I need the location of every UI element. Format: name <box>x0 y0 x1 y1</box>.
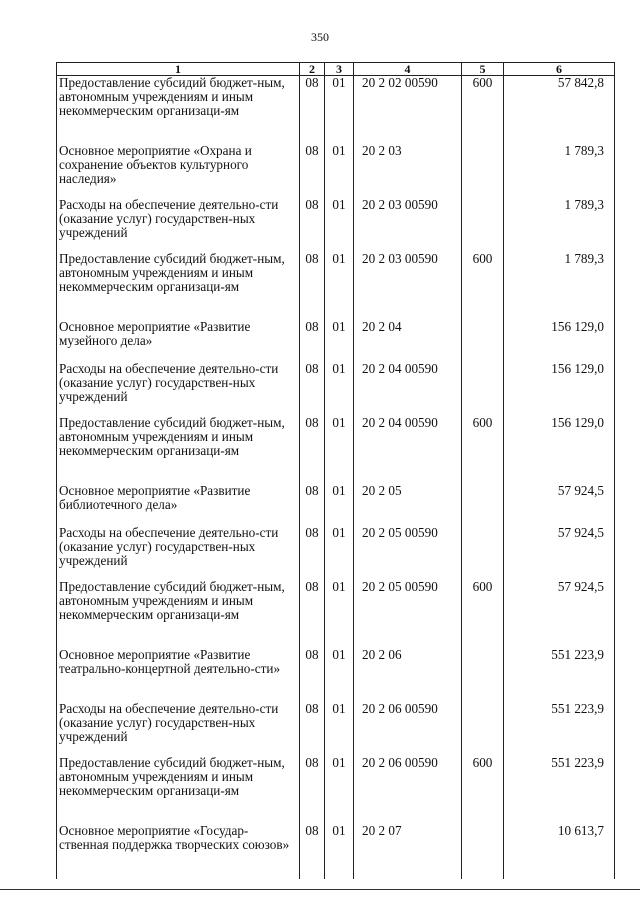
row-col-4: 20 2 04 00590 <box>354 414 462 482</box>
row-col-6: 1 789,3 <box>504 196 615 250</box>
table-row <box>57 250 615 318</box>
table-row <box>57 196 615 250</box>
row-col-3: 01 <box>325 142 354 196</box>
row-col-2: 08 <box>300 754 325 822</box>
table-body <box>57 76 615 880</box>
row-col-3: 01 <box>325 414 354 482</box>
row-col-5 <box>462 318 504 360</box>
row-col-2: 08 <box>300 360 325 414</box>
table-row <box>57 414 615 482</box>
row-col-6: 551 223,9 <box>504 646 615 700</box>
budget-table <box>56 62 615 879</box>
row-name: Расходы на обеспечение деятельно-сти (оказание услуг) государствен-ных учреждений <box>57 360 300 414</box>
row-col-6: 156 129,0 <box>504 414 615 482</box>
row-col-5: 600 <box>462 414 504 482</box>
row-name: Основное мероприятие «Развитие театрально-концертной деятельно-сти» <box>57 646 300 700</box>
row-name: Предоставление субсидий бюджет-ным, автономным учреждениям и иным некоммерческим организаци-ям <box>57 578 300 646</box>
row-col-5 <box>462 142 504 196</box>
row-col-6: 57 842,8 <box>504 76 615 143</box>
row-name: Основное мероприятие «Государ-ственная поддержка творческих союзов» <box>57 822 300 879</box>
row-col-4: 20 2 02 00590 <box>354 76 462 143</box>
row-col-2: 08 <box>300 822 325 879</box>
row-col-6: 57 924,5 <box>504 524 615 578</box>
row-col-3: 01 <box>325 250 354 318</box>
row-col-4: 20 2 03 00590 <box>354 196 462 250</box>
table-row <box>57 754 615 822</box>
row-col-2: 08 <box>300 646 325 700</box>
row-col-2: 08 <box>300 318 325 360</box>
row-col-4: 20 2 04 00590 <box>354 360 462 414</box>
row-col-4: 20 2 03 <box>354 142 462 196</box>
budget-table-container <box>56 62 614 879</box>
page-number: 350 <box>311 30 329 44</box>
row-col-5 <box>462 360 504 414</box>
row-col-2: 08 <box>300 76 325 143</box>
header-col-6: 6 <box>504 63 615 76</box>
row-col-4: 20 2 05 <box>354 482 462 524</box>
table-row <box>57 700 615 754</box>
row-col-6: 1 789,3 <box>504 142 615 196</box>
table-row <box>57 524 615 578</box>
row-col-6: 156 129,0 <box>504 318 615 360</box>
row-col-2: 08 <box>300 700 325 754</box>
row-col-5 <box>462 822 504 879</box>
row-col-3: 01 <box>325 196 354 250</box>
row-col-3: 01 <box>325 822 354 879</box>
row-col-2: 08 <box>300 414 325 482</box>
table-row <box>57 822 615 879</box>
row-name: Расходы на обеспечение деятельно-сти (оказание услуг) государствен-ных учреждений <box>57 700 300 754</box>
header-col-3: 3 <box>325 63 354 76</box>
header-col-4: 4 <box>354 63 462 76</box>
row-col-3: 01 <box>325 754 354 822</box>
row-col-5 <box>462 196 504 250</box>
row-col-5: 600 <box>462 76 504 143</box>
row-name: Основное мероприятие «Охрана и сохранение объектов культурного наследия» <box>57 142 300 196</box>
row-col-6: 57 924,5 <box>504 482 615 524</box>
header-row <box>57 63 615 76</box>
row-name: Основное мероприятие «Развитие библиотечного дела» <box>57 482 300 524</box>
row-col-5 <box>462 646 504 700</box>
row-col-2: 08 <box>300 142 325 196</box>
row-col-4: 20 2 05 00590 <box>354 578 462 646</box>
row-col-3: 01 <box>325 360 354 414</box>
row-col-6: 10 613,7 <box>504 822 615 879</box>
table-row <box>57 142 615 196</box>
row-col-3: 01 <box>325 524 354 578</box>
row-col-2: 08 <box>300 524 325 578</box>
row-name: Основное мероприятие «Развитие музейного дела» <box>57 318 300 360</box>
row-col-6: 156 129,0 <box>504 360 615 414</box>
row-col-5 <box>462 482 504 524</box>
row-col-5 <box>462 524 504 578</box>
row-name: Предоставление субсидий бюджет-ным, автономным учреждениям и иным некоммерческим организаци-ям <box>57 76 300 143</box>
row-col-3: 01 <box>325 318 354 360</box>
row-col-2: 08 <box>300 196 325 250</box>
row-col-4: 20 2 06 <box>354 646 462 700</box>
table-row <box>57 646 615 700</box>
row-col-2: 08 <box>300 578 325 646</box>
row-col-3: 01 <box>325 646 354 700</box>
table-row <box>57 482 615 524</box>
table-row <box>57 76 615 143</box>
row-col-6: 57 924,5 <box>504 578 615 646</box>
row-col-3: 01 <box>325 578 354 646</box>
row-col-6: 551 223,9 <box>504 754 615 822</box>
row-col-5 <box>462 700 504 754</box>
table-header <box>57 63 615 76</box>
row-col-4: 20 2 06 00590 <box>354 700 462 754</box>
row-col-3: 01 <box>325 482 354 524</box>
row-name: Предоставление субсидий бюджет-ным, автономным учреждениям и иным некоммерческим организаци-ям <box>57 414 300 482</box>
row-col-6: 1 789,3 <box>504 250 615 318</box>
row-col-4: 20 2 04 <box>354 318 462 360</box>
row-col-4: 20 2 06 00590 <box>354 754 462 822</box>
row-name: Расходы на обеспечение деятельно-сти (оказание услуг) государствен-ных учреждений <box>57 196 300 250</box>
row-col-5: 600 <box>462 250 504 318</box>
table-row <box>57 318 615 360</box>
row-name: Расходы на обеспечение деятельно-сти (оказание услуг) государствен-ных учреждений <box>57 524 300 578</box>
row-col-2: 08 <box>300 482 325 524</box>
table-row <box>57 360 615 414</box>
row-col-3: 01 <box>325 700 354 754</box>
row-col-5: 600 <box>462 578 504 646</box>
row-col-5: 600 <box>462 754 504 822</box>
row-col-6: 551 223,9 <box>504 700 615 754</box>
row-col-4: 20 2 03 00590 <box>354 250 462 318</box>
header-col-2: 2 <box>300 63 325 76</box>
page-bottom-edge <box>0 889 640 890</box>
header-col-5: 5 <box>462 63 504 76</box>
row-col-4: 20 2 05 00590 <box>354 524 462 578</box>
row-name: Предоставление субсидий бюджет-ным, автономным учреждениям и иным некоммерческим организаци-ям <box>57 250 300 318</box>
row-col-4: 20 2 07 <box>354 822 462 879</box>
row-col-3: 01 <box>325 76 354 143</box>
header-col-1: 1 <box>57 63 300 76</box>
row-name: Предоставление субсидий бюджет-ным, автономным учреждениям и иным некоммерческим организаци-ям <box>57 754 300 822</box>
row-col-2: 08 <box>300 250 325 318</box>
table-row <box>57 578 615 646</box>
